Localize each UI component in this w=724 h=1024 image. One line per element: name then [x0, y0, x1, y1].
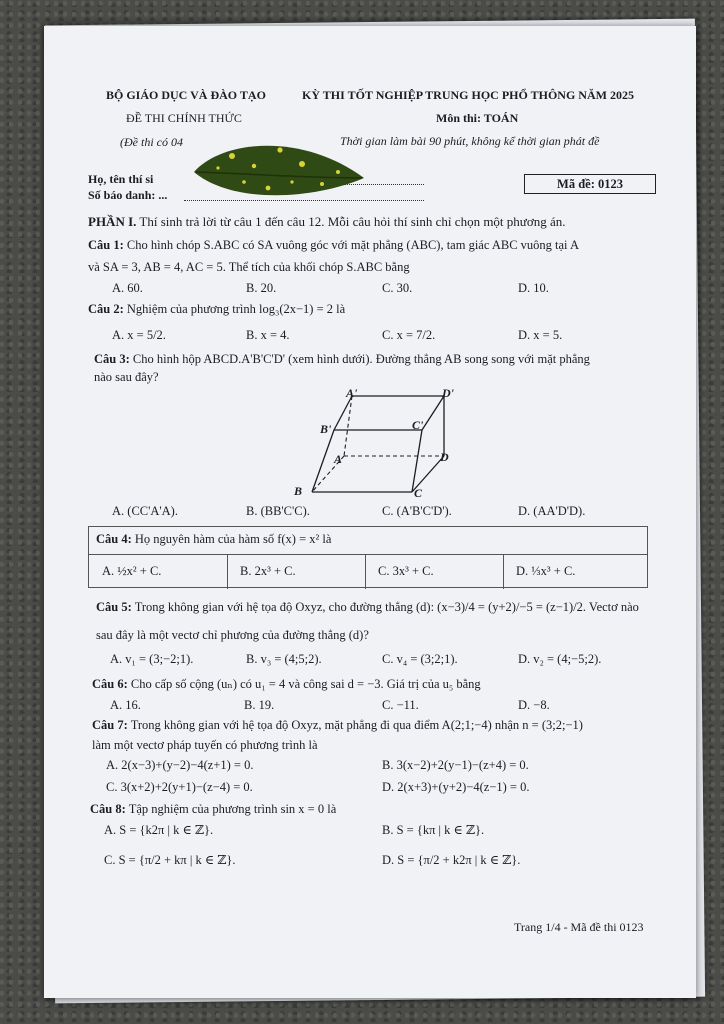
- figure-label-c: C: [414, 486, 423, 500]
- q3-stem-line1: [94, 352, 590, 367]
- q4-option-d[interactable]: D. ⅓x³ + C.: [516, 564, 576, 578]
- q3-text-1: Cho hình hộp ABCD.A'B'C'D' (xem hình dưới). Đường thẳng AB song song với mặt phẳng: [132, 352, 590, 366]
- q5-text-1: Trong không gian với hệ tọa độ Oxyz, cho đường thẳng (d): (x−3)/4 = (y+2)/−5 = (z−1)/2. Vectơ nào: [134, 600, 639, 614]
- figure-label-c-prime: C': [412, 418, 424, 432]
- q6-option-d[interactable]: D. −8.: [518, 698, 550, 712]
- q1-label: Câu 1:: [88, 238, 124, 252]
- figure-label-b: B: [294, 484, 303, 498]
- q7-option-b[interactable]: B. 3(x−2)+2(y−1)−(z+4) = 0.: [382, 758, 529, 772]
- q5-option-b[interactable]: B. v₃ = (4;5;2).: [246, 652, 322, 666]
- q3-label: Câu 3:: [94, 352, 130, 366]
- q5-label: Câu 5:: [96, 600, 132, 614]
- q7-stem-line2: làm một vectơ pháp tuyến có phương trình là: [92, 738, 318, 752]
- figure-label-d-prime: D': [442, 386, 454, 400]
- q8-option-b[interactable]: B. S = {kπ | k ∈ ℤ}.: [382, 823, 485, 837]
- q4-table-divider-3: [503, 555, 504, 589]
- q5-option-c[interactable]: C. v₄ = (3;2;1).: [382, 652, 458, 666]
- q2-stem: [88, 302, 345, 317]
- figure-label-a: A: [334, 452, 343, 466]
- q2-option-b[interactable]: B. x = 4.: [246, 328, 290, 342]
- leaf-image: [192, 134, 368, 204]
- q7-option-d[interactable]: D. 2(x+3)+(y+2)−4(z−1) = 0.: [382, 780, 530, 794]
- q5-option-a[interactable]: A. v₁ = (3;−2;1).: [110, 652, 194, 666]
- figure-label-a-prime: A': [346, 386, 358, 400]
- figure-label-b-prime: B': [320, 422, 332, 436]
- q5-option-d[interactable]: D. v₂ = (4;−5;2).: [518, 652, 602, 666]
- q8-option-d[interactable]: D. S = {π/2 + k2π | k ∈ ℤ}.: [382, 853, 521, 867]
- q1-text-1: Cho hình chóp S.ABC có SA vuông góc với mặt phẳng (ABC), tam giác ABC vuông tại A: [126, 238, 579, 252]
- figure-label-d: D: [440, 450, 449, 464]
- pages-note: (Đề thi có 04: [120, 135, 183, 149]
- q1-option-a[interactable]: A. 60.: [112, 281, 143, 295]
- q1-option-d[interactable]: D. 10.: [518, 281, 549, 295]
- q6-text: Cho cấp số cộng (uₙ) có u₁ = 4 và công sai d = −3. Giá trị của u₅ bằng: [130, 677, 481, 691]
- q1-option-c[interactable]: C. 30.: [382, 281, 413, 295]
- official-label: ĐỀ THI CHÍNH THỨC: [126, 111, 242, 125]
- ministry-title: BỘ GIÁO DỤC VÀ ĐÀO TẠO: [106, 88, 266, 102]
- exam-sheet: [44, 26, 696, 998]
- q2-option-c[interactable]: C. x = 7/2.: [382, 328, 436, 342]
- id-label: Số báo danh: ...: [88, 188, 168, 202]
- q2-option-a[interactable]: A. x = 5/2.: [112, 328, 166, 342]
- q7-label: Câu 7:: [92, 718, 128, 732]
- q6-option-a[interactable]: A. 16.: [110, 698, 141, 712]
- q5-stem-line1: [96, 600, 639, 615]
- q4-text: Họ nguyên hàm của hàm số f(x) = x² là: [134, 532, 332, 546]
- q3-option-a[interactable]: A. (CC'A'A).: [112, 504, 178, 518]
- q2-label: Câu 2:: [88, 302, 124, 316]
- subject-label: Môn thi: TOÁN: [436, 111, 519, 125]
- q8-option-a[interactable]: A. S = {k2π | k ∈ ℤ}.: [104, 823, 214, 837]
- q7-option-c[interactable]: C. 3(x+2)+2(y+1)−(z−4) = 0.: [106, 780, 253, 794]
- q7-stem-line1: [92, 718, 583, 733]
- q1-stem-line1: [88, 238, 579, 253]
- q8-text: Tập nghiệm của phương trình sin x = 0 là: [128, 802, 337, 816]
- q1-stem-line2: và SA = 3, AB = 4, AC = 5. Thể tích của khối chóp S.ABC bằng: [88, 260, 410, 274]
- q8-stem: [90, 802, 336, 817]
- q6-option-b[interactable]: B. 19.: [244, 698, 275, 712]
- q3-stem-line2: nào sau đây?: [94, 370, 159, 384]
- q4-label: Câu 4:: [96, 532, 132, 546]
- exam-code-box: Mã đề: 0123: [524, 174, 656, 194]
- q3-option-c[interactable]: C. (A'B'C'D').: [382, 504, 452, 518]
- name-label: Họ, tên thí si: [88, 172, 154, 186]
- part1-heading-text: Thí sinh trả lời từ câu 1 đến câu 12. Mỗi câu hỏi thí sinh chỉ chọn một phương án.: [139, 214, 566, 229]
- q7-option-a[interactable]: A. 2(x−3)+(y−2)−4(z+1) = 0.: [106, 758, 254, 772]
- q6-option-c[interactable]: C. −11.: [382, 698, 419, 712]
- q4-table-divider-2: [365, 555, 366, 589]
- q4-option-c[interactable]: C. 3x³ + C.: [378, 564, 434, 578]
- q4-option-a[interactable]: A. ½x² + C.: [102, 564, 162, 578]
- exam-title: KỲ THI TỐT NGHIỆP TRUNG HỌC PHỔ THÔNG NĂM 2025: [302, 88, 634, 102]
- q2-option-d[interactable]: D. x = 5.: [518, 328, 563, 342]
- q8-option-c[interactable]: C. S = {π/2 + kπ | k ∈ ℤ}.: [104, 853, 236, 867]
- page-footer: Trang 1/4 - Mã đề thi 0123: [514, 920, 644, 934]
- q3-option-b[interactable]: B. (BB'C'C).: [246, 504, 310, 518]
- q2-text: Nghiệm của phương trình log₃(2x−1) = 2 là: [126, 302, 346, 316]
- q4-option-b[interactable]: B. 2x³ + C.: [240, 564, 296, 578]
- q4-table-divider-1: [227, 555, 228, 589]
- q6-stem: [92, 676, 481, 692]
- time-note: Thời gian làm bài 90 phút, không kể thời gian phát đề: [340, 134, 600, 148]
- q6-label: Câu 6:: [92, 677, 128, 691]
- q4-stem: [96, 532, 331, 547]
- part1-heading-label: PHẦN I.: [88, 214, 137, 229]
- q1-option-b[interactable]: B. 20.: [246, 281, 277, 295]
- q3-option-d[interactable]: D. (AA'D'D).: [518, 504, 586, 518]
- q7-text-1: Trong không gian với hệ tọa độ Oxyz, mặt phẳng đi qua điểm A(2;1;−4) nhận n = (3;2;−1): [130, 718, 583, 732]
- part1-heading: [88, 214, 565, 230]
- q8-label: Câu 8:: [90, 802, 126, 816]
- q5-stem-line2: sau đây là một vectơ chỉ phương của đường thẳng (d)?: [96, 628, 369, 642]
